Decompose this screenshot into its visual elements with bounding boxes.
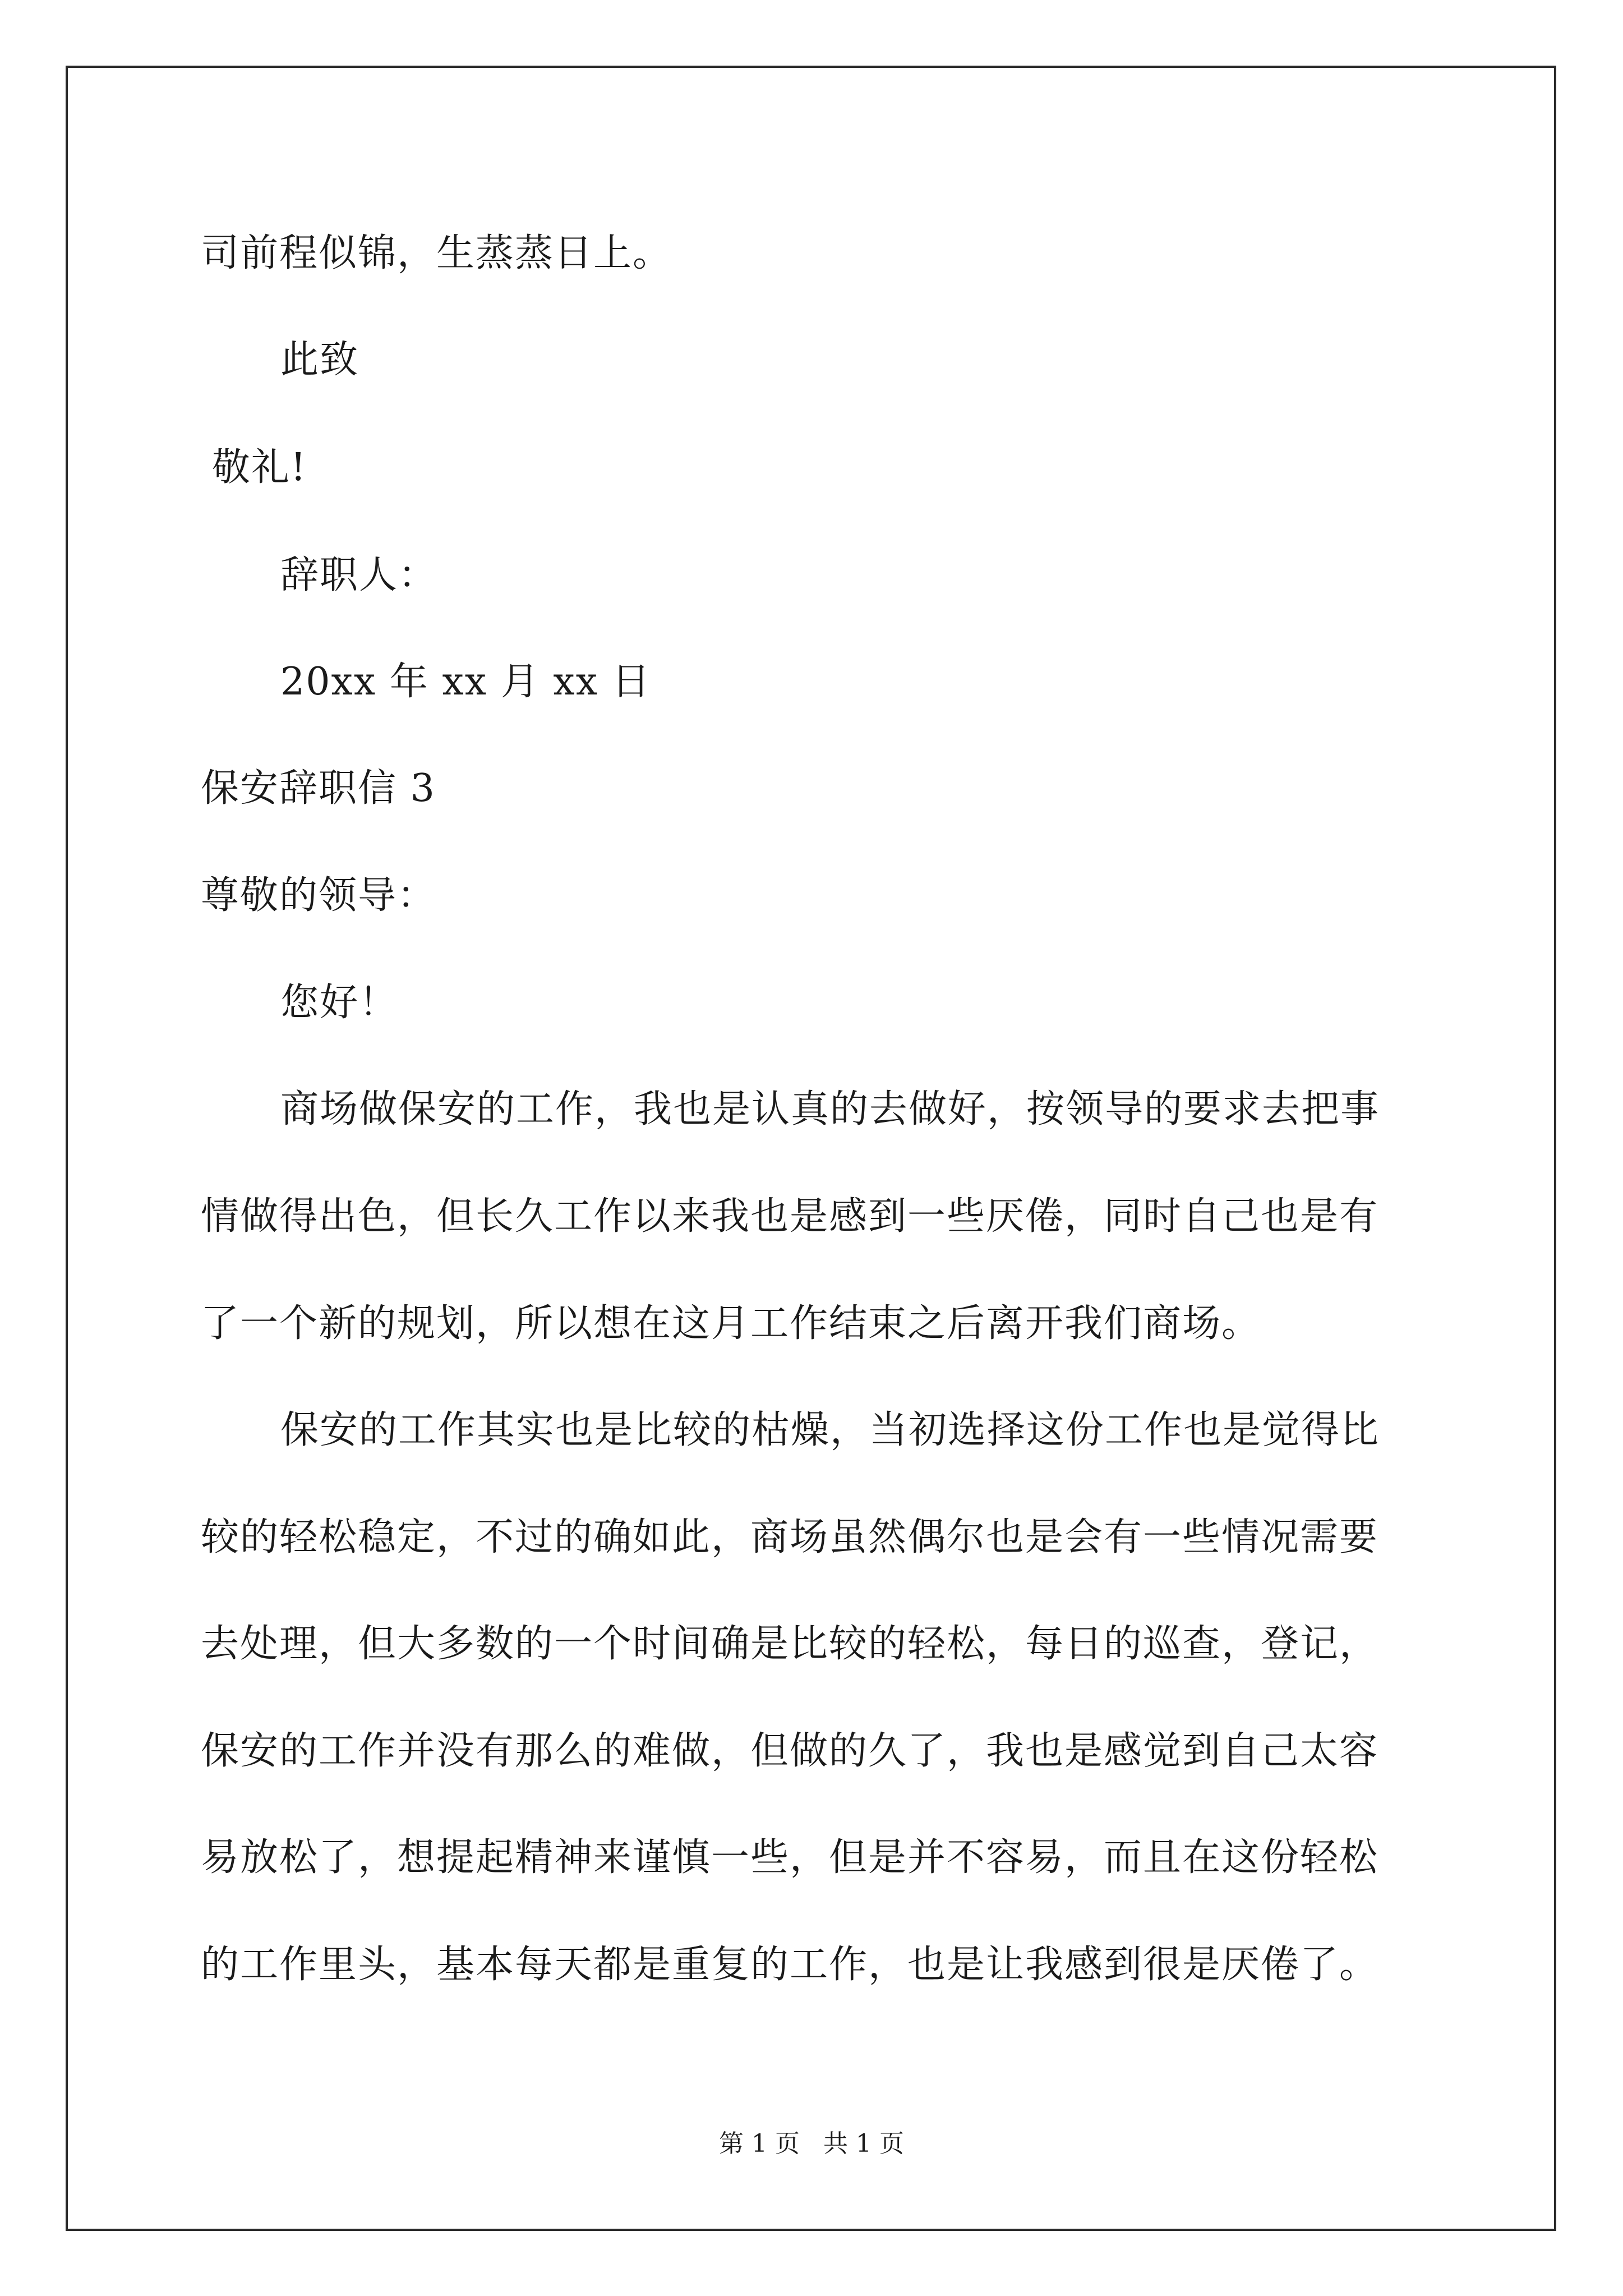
paragraph-1-line-2: 情做得出色，但长久工作以来我也是感到一些厌倦，同时自己也是有 [201, 1194, 1379, 1239]
text-line-regards: 敬礼! [212, 445, 307, 490]
paragraph-2-line-6: 的工作里头，基本每天都是重复的工作，也是让我感到很是厌倦了。 [201, 1943, 1379, 1987]
text-line-signer: 辞职人： [280, 553, 438, 597]
paragraph-2-line-3: 去处理，但大多数的一个时间确是比较的轻松，每日的巡查，登记， [201, 1622, 1379, 1666]
paragraph-1-line-1: 商场做保安的工作，我也是认真的去做好，按领导的要求去把事 [280, 1087, 1380, 1131]
paragraph-1-line-3: 了一个新的规划，所以想在这月工作结束之后离开我们商场。 [201, 1301, 1261, 1346]
paragraph-2-line-2: 较的轻松稳定，不过的确如此，商场虽然偶尔也是会有一些情况需要 [201, 1515, 1379, 1559]
paragraph-2-line-5: 易放松了，想提起精神来谨慎一些，但是并不容易，而且在这份轻松 [201, 1835, 1379, 1880]
paragraph-2-line-4: 保安的工作并没有那么的难做，但做的久了，我也是感觉到自己太容 [201, 1729, 1379, 1773]
page-border [66, 66, 1556, 2231]
text-line-greeting: 您好！ [280, 981, 399, 1025]
text-line-addressee: 尊敬的领导： [201, 873, 437, 918]
text-line-closing-wish: 司前程似锦，生蒸蒸日上。 [201, 231, 672, 275]
page-number-footer: 第 1 页 共 1 页 [719, 2129, 904, 2158]
text-line-salutation: 此致 [280, 338, 359, 382]
section-title: 保安辞职信 3 [201, 766, 436, 811]
text-line-date: 20xx 年 xx 月 xx 日 [280, 660, 651, 704]
paragraph-2-line-1: 保安的工作其实也是比较的枯燥，当初选择这份工作也是觉得比 [280, 1408, 1380, 1452]
